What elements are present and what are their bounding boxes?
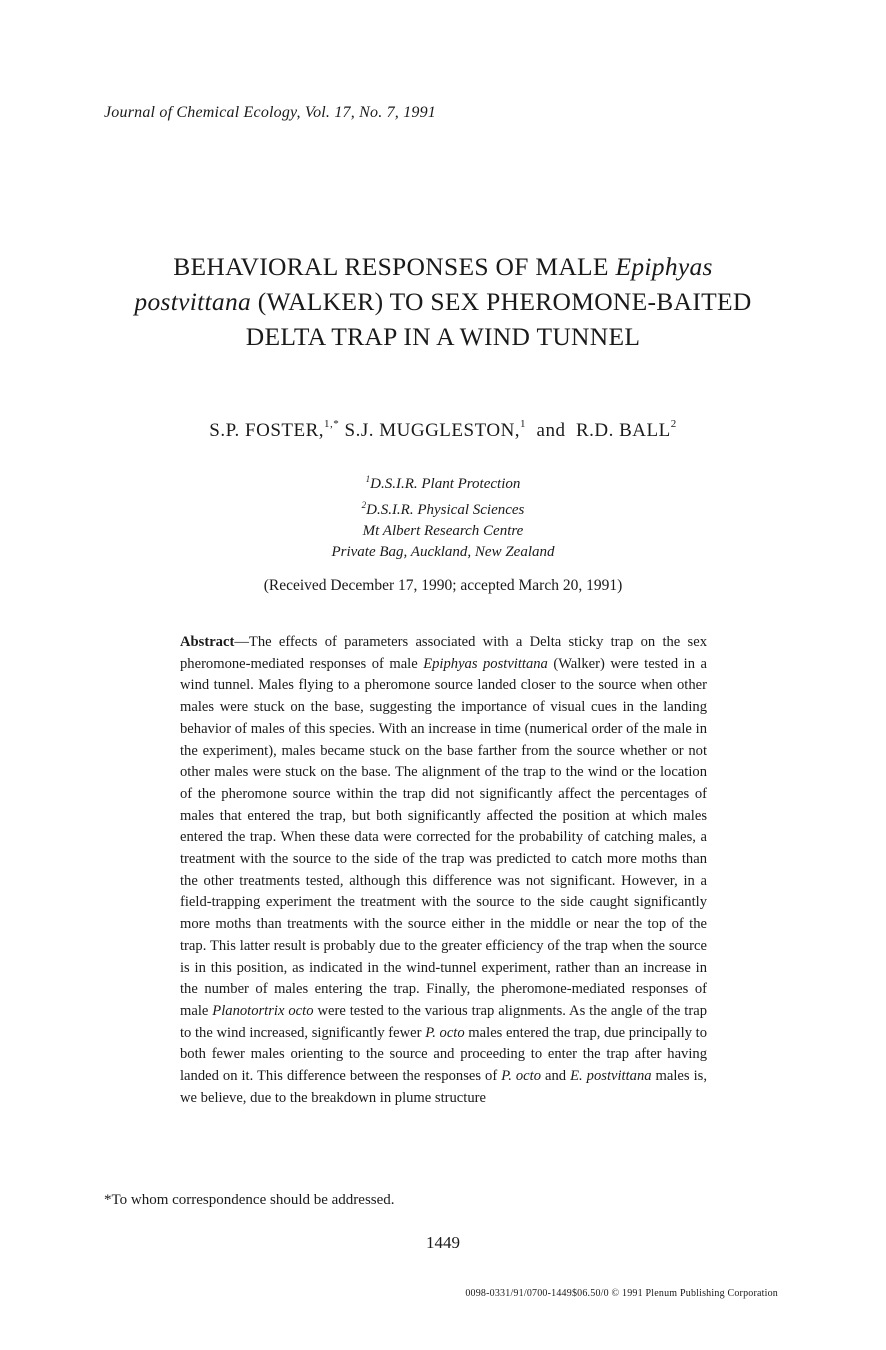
page-number: 1449 <box>426 1233 460 1252</box>
copyright-line: 0098-0331/91/0700-1449$06.50/0 © 1991 Plenum Publishing Corporation <box>465 1288 778 1299</box>
affil-marker: 2 <box>361 500 367 510</box>
received-dates: (Received December 17, 1990; accepted March 20, 1991) <box>263 577 623 594</box>
species-name: Planotortrix octo <box>212 1002 314 1019</box>
species-name: E. postvittana <box>570 1068 652 1085</box>
affiliation-3: Mt Albert Research Centre <box>362 523 524 539</box>
author-list <box>90 418 796 442</box>
affil-marker: 1 <box>365 474 371 484</box>
title-line3: DELTA TRAP IN A WIND TUNNEL <box>245 322 641 351</box>
abstract-text: and <box>541 1068 571 1085</box>
species-name: Epiphyas postvittana <box>423 655 548 672</box>
abstract-text: (Walker) were tested in a wind tunnel. Males flying to a pheromone source landed closer to the source when other males were stuck on the base, suggesting the importance of visual cues in the landing behavior of males of this species. With an increase in time (numerical order of the male in the experiment), males became stuck on the base farther from the source whether or not other males were stuck on the base. The alignment of the trap to the wind or the location of the pheromone source within the trap did not significantly affect the percentages of males that entered the trap, but both significantly affected the position at which males entered the trap. When these data were corrected for the probability of catching males, a treatment with the source to the side of the trap was predicted to catch more moths than the other treatments tested, although this difference was not significant. However, in a field-trapping experiment the treatment with the source to the side caught significantly more moths than treatments with the source either in the middle or near the top of the trap. This latter result is probably due to the greater efficiency of the trap when the source is in this position, as indicated in the wind-tunnel experiment, rather than an increase in the number of males entering the trap. Finally, the pheromone-mediated responses of male <box>180 655 707 1019</box>
title-part2: (WALKER) TO SEX PHEROMONE-BAITED <box>251 287 752 316</box>
abstract-text: were tested to the various trap alignments. As the angle of the trap to the wind increased, significantly fewer <box>180 1002 707 1041</box>
title-genus: Epiphyas <box>615 252 713 281</box>
author-marker: 1 <box>520 418 527 430</box>
journal-header: Journal of Chemical Ecology, Vol. 17, No. 7, 1991 <box>104 104 436 121</box>
affiliation-1: D.S.I.R. Plant Protection <box>370 476 521 492</box>
affiliations <box>90 469 796 563</box>
abstract-dash: — <box>234 634 249 650</box>
abstract-label: Abstract <box>180 634 235 650</box>
authors-joiner: and <box>536 420 566 441</box>
affiliation-2: D.S.I.R. Physical Sciences <box>366 502 525 518</box>
author-marker: 1,* <box>324 418 340 430</box>
footnote: *To whom correspondence should be addressed. <box>104 1192 395 1208</box>
species-name: P. octo <box>501 1068 542 1085</box>
abstract <box>180 632 707 1109</box>
author-marker: 2 <box>670 418 677 430</box>
title-part1: BEHAVIORAL RESPONSES OF MALE <box>173 252 616 281</box>
author-name: S.J. MUGGLESTON, <box>344 420 521 441</box>
article-title <box>90 249 796 354</box>
abstract-text: The effects of parameters associated with a Delta sticky trap on the sex pheromone-mediated responses of male <box>180 634 707 672</box>
author-name: S.P. FOSTER, <box>209 420 325 441</box>
title-species: postvittana <box>134 287 252 316</box>
author-name: R.D. BALL <box>575 420 671 441</box>
abstract-text: males entered the trap, due principally to both fewer males orienting to the source and proceeding to enter the trap after having landed on it. This difference between the responses of <box>180 1024 707 1085</box>
affiliation-4: Private Bag, Auckland, New Zealand <box>331 544 555 560</box>
abstract-text: males is, we believe, due to the breakdown in plume structure <box>180 1068 707 1106</box>
species-name: P. octo <box>425 1024 465 1041</box>
